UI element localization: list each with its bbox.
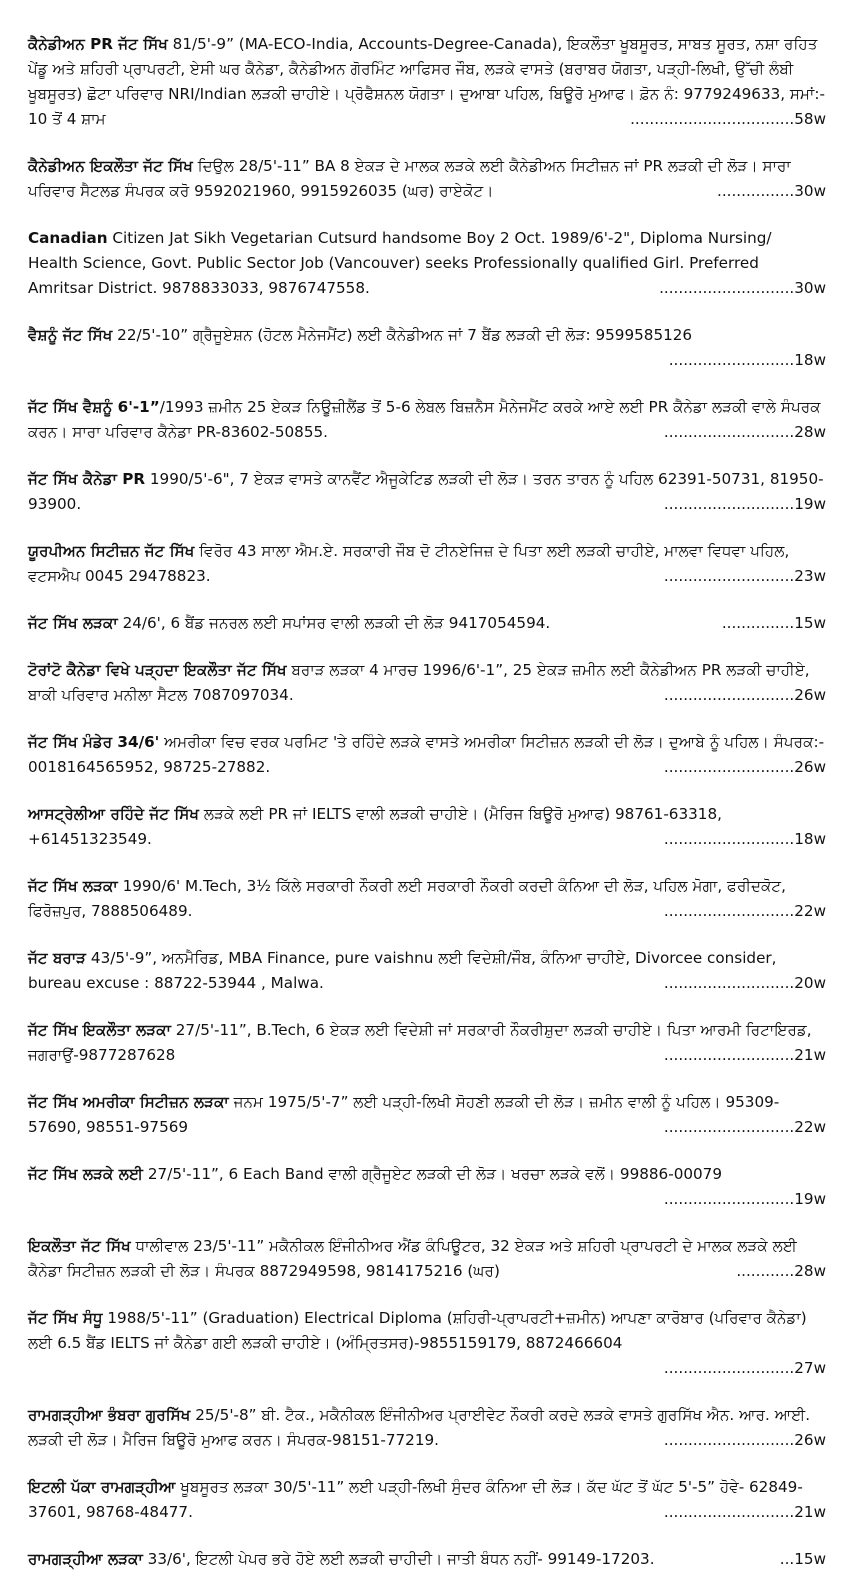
ad-code-line (28, 1187, 826, 1212)
ad-heading: Canadian (28, 229, 108, 247)
classified-ad (28, 946, 826, 996)
classified-ad (28, 539, 826, 589)
ad-code-line (28, 348, 826, 373)
ad-text: 43/5'-9”, ਅਨਮੈਰਿਡ, MBA Finance, pure vaishnu ਲਈ ਵਿਦੇਸ਼ੀ/ਜੌਬ, ਕੰਨਿਆ ਚਾਹੀਏ, Divorcee consider, bureau excuse : 88722-53944 , Malwa. (28, 949, 777, 992)
classified-ad (28, 1403, 826, 1453)
ad-text: ਲੜਕੇ ਲਈ PR ਜਾਂ IELTS ਵਾਲੀ ਲੜਕੀ ਚਾਹੀਏ। (ਮੈਰਿਜ ਬਿਊਰੋ ਮੁਆਫ) 98761-63318, +61451323549. (28, 805, 722, 848)
ad-heading: ਇਕਲੌਤਾ ਜੱਟ ਸਿੱਖ (28, 1237, 131, 1255)
ad-code: ..........................18w (668, 351, 826, 369)
ad-code: ...............15w (721, 614, 826, 632)
ad-heading: ਜੱਟ ਸਿੱਖ ਇਕਲੌਤਾ ਲੜਕਾ (28, 1021, 171, 1039)
ad-text: 33/6', ਇਟਲੀ ਪੇਪਰ ਭਰੇ ਹੋਏ ਲਈ ਲੜਕੀ ਚਾਹੀਦੀ। ਜਾਤੀ ਬੰਧਨ ਨਹੀਂ- 99149-17203. (142, 1550, 655, 1568)
ad-heading: ਜੱਟ ਸਿੱਖ ਲੜਕਾ (28, 614, 118, 632)
classified-ad (28, 1162, 826, 1212)
classified-ad (28, 32, 826, 132)
ad-text: /1993 ਜ਼ਮੀਨ 25 ਏਕੜ ਨਿਊਜ਼ੀਲੈਂਡ ਤੋਂ 5-6 ਲੇਬਲ ਬਿਜ਼ਨੈਸ ਮੈਨੇਜਮੈਂਟ ਕਰਕੇ ਆਏ ਲਈ PR ਕੈਨੇਡਾ ਲੜਕੀ ਵਾਲੇ ਸੰਪਰਕ ਕਰਨ। ਸਾਰਾ ਪਰਿਵਾਰ ਕੈਨੇਡਾ PR-83602-50855. (28, 398, 821, 441)
classified-ad (28, 226, 826, 301)
ad-heading: ਇਟਲੀ ਪੱਕਾ ਰਾਮਗੜ੍ਹੀਆ (28, 1478, 176, 1496)
ad-code: ............28w (736, 1262, 826, 1280)
ad-text: 22/5'-10” ਗ੍ਰੈਜੂਏਸ਼ਨ (ਹੋਟਲ ਮੈਨੇਜਮੈਂਟ) ਲਈ ਕੈਨੇਡੀਅਨ ਜਾਂ 7 ਬੈਂਡ ਲੜਕੀ ਦੀ ਲੋੜ: 9599585126 (112, 326, 693, 344)
ad-code: ...15w (779, 1550, 826, 1568)
ad-text: ਬਰਾੜ ਲੜਕਾ 4 ਮਾਰਚ 1996/6'-1”, 25 ਏਕੜ ਜ਼ਮੀਨ ਲਈ ਕੈਨੇਡੀਅਨ PR ਲੜਕੀ ਚਾਹੀਏ, ਬਾਕੀ ਪਰਿਵਾਰ ਮਨੀਲਾ ਸੈਟਲ 7087097034. (28, 661, 810, 704)
ad-text: 1990/5'-6", 7 ਏਕੜ ਵਾਸਤੇ ਕਾਨਵੈਂਟ ਐਜੂਕੇਟਿਡ ਲੜਕੀ ਦੀ ਲੋੜ। ਤਰਨ ਤਾਰਨ ਨੂੰ ਪਹਿਲ 62391-50731, 81950-93900. (28, 470, 824, 513)
ad-code: ...........................19w (663, 1190, 826, 1208)
classified-ad (28, 730, 826, 780)
ad-text: 27/5'-11”, 6 Each Band ਵਾਲੀ ਗ੍ਰੈਜੂਏਟ ਲੜਕੀ ਦੀ ਲੋੜ। ਖਰਚਾ ਲੜਕੇ ਵਲੋਂ। 99886-00079 (143, 1165, 723, 1183)
ad-heading: ਆਸਟ੍ਰੇਲੀਆ ਰਹਿੰਦੇ ਜੱਟ ਸਿੱਖ (28, 805, 199, 823)
ad-heading: ਜੱਟ ਸਿੱਖ ਅਮਰੀਕਾ ਸਿਟੀਜ਼ਨ ਲੜਕਾ (28, 1093, 229, 1111)
classified-ad (28, 1475, 826, 1525)
ad-text: ਦਿਉਲ 28/5'-11” BA 8 ਏਕੜ ਦੇ ਮਾਲਕ ਲੜਕੇ ਲਈ ਕੈਨੇਡੀਅਨ ਸਿਟੀਜ਼ਨ ਜਾਂ PR ਲੜਕੀ ਦੀ ਲੋੜ। ਸਾਰਾ ਪਰਿਵਾਰ ਸੈਟਲਡ ਸੰਪਰਕ ਕਰੋ 9592021960, 9915926035 (ਘਰ) ਰਾਏਕੋਟ। (28, 157, 791, 200)
ad-heading: ਯੂਰਪੀਅਨ ਸਿਟੀਜ਼ਨ ਜੱਟ ਸਿੱਖ (28, 542, 195, 560)
classified-ad (28, 395, 826, 445)
ad-text: 81/5'-9” (MA-ECO-India, Accounts-Degree-Canada), ਇਕਲੌਤਾ ਖੂਬਸੂਰਤ, ਸਾਬਤ ਸੂਰਤ, ਨਸ਼ਾ ਰਹਿਤ ਪੇਂਡੂ ਅਤੇ ਸ਼ਹਿਰੀ ਪ੍ਰਾਪਰਟੀ, ਏਸੀ ਘਰ ਕੈਨੇਡਾ, ਕੈਨੇਡੀਅਨ ਗੋਰਮਿੰਟ ਆਫਿਸਰ ਜੌਬ, ਲੜਕੇ ਵਾਸਤੇ (ਬਰਾਬਰ ਯੋਗਤਾ, ਪੜ੍ਹੀ-ਲਿਖੀ, ਉੱਚੀ ਲੰਬੀ ਖੂਬਸੂਰਤ) ਛੋਟਾ ਪਰਿਵਾਰ NRI/Indian ਲੜਕੀ ਚਾਹੀਏ। ਪ੍ਰੋਫੈਸ਼ਨਲ ਯੋਗਤਾ। ਦੁਆਬਾ ਪਹਿਲ, ਬਿਊਰੋ ਮੁਆਫ। ਫ਼ੋਨ ਨੰ: 9779249633, ਸਮਾਂ:- 10 ਤੋਂ 4 ਸ਼ਾਮ (28, 35, 825, 128)
classified-ad (28, 154, 826, 204)
ad-text: ਅਮਰੀਕਾ ਵਿਚ ਵਰਕ ਪਰਮਿਟ 'ਤੇ ਰਹਿੰਦੇ ਲੜਕੇ ਵਾਸਤੇ ਅਮਰੀਕਾ ਸਿਟੀਜ਼ਨ ਲੜਕੀ ਦੀ ਲੋੜ। ਦੁਆਬੇ ਨੂੰ ਪਹਿਲ। ਸੰਪਰਕ:- 0018164565952, 98725-27882. (28, 733, 825, 776)
ad-text: 1990/6' M.Tech, 3½ ਕਿੱਲੇ ਸਰਕਾਰੀ ਨੌਕਰੀ ਲਈ ਸਰਕਾਰੀ ਨੌਕਰੀ ਕਰਦੀ ਕੰਨਿਆ ਦੀ ਲੋੜ, ਪਹਿਲ ਮੋਗਾ, ਫਰੀਦਕੋਟ, ਫਿਰੋਜ਼ਪੁਰ, 7888506489. (28, 877, 786, 920)
ad-text: Citizen Jat Sikh Vegetarian Cutsurd handsome Boy 2 Oct. 1989/6'-2", Diploma Nursing/ Health Science, Govt. Public Sector Job (Vancouver) seeks Professionally qualified Girl. Preferred Amritsar District. 9878833033, 9876747558. (28, 229, 772, 297)
classified-ad (28, 611, 826, 636)
ad-text: ਖੂਬਸੂਰਤ ਲੜਕਾ 30/5'-11” ਲਈ ਪੜ੍ਹੀ-ਲਿਖੀ ਸੁੰਦਰ ਕੰਨਿਆ ਦੀ ਲੋੜ। ਕੱਦ ਘੱਟ ਤੋਂ ਘੱਟ 5'-5” ਹੋਵੇ- 62849-37601, 98768-48477. (28, 1478, 803, 1521)
classified-ad (28, 467, 826, 517)
ad-text: 1988/5'-11” (Graduation) Electrical Diploma (ਸ਼ਹਿਰੀ-ਪ੍ਰਾਪਰਟੀ+ਜ਼ਮੀਨ) ਆਪਣਾ ਕਾਰੋਬਾਰ (ਪਰਿਵਾਰ ਕੈਨੇਡਾ) ਲਈ 6.5 ਬੈਂਡ IELTS ਜਾਂ ਕੈਨੇਡਾ ਗਈ ਲੜਕੀ ਚਾਹੀਏ। (ਅੰਮ੍ਰਿਤਸਰ)-9855159179, 8872466604 (28, 1309, 807, 1352)
ad-text: ਧਾਲੀਵਾਲ 23/5'-11” ਮਕੈਨੀਕਲ ਇੰਜੀਨੀਅਰ ਐਂਡ ਕੰਪਿਊਟਰ, 32 ਏਕੜ ਅਤੇ ਸ਼ਹਿਰੀ ਪ੍ਰਾਪਰਟੀ ਦੇ ਮਾਲਕ ਲੜਕੇ ਲਈ ਕੈਨੇਡਾ ਸਿਟੀਜ਼ਨ ਲੜਕੀ ਦੀ ਲੋੜ। ਸੰਪਰਕ 8872949598, 9814175216 (ਘਰ) (28, 1237, 797, 1280)
ad-code-line (28, 1356, 826, 1381)
ad-heading: ਜੱਟ ਸਿੱਖ ਸੰਧੂ (28, 1309, 103, 1327)
ad-code: ............................30w (659, 279, 826, 297)
ad-code: ................30w (717, 182, 826, 200)
classified-ad (28, 1306, 826, 1381)
ad-heading: ਵੈਸ਼ਨੂੰ ਜੱਟ ਸਿੱਖ (28, 326, 113, 344)
ad-code: ...........................26w (663, 1431, 826, 1449)
ad-code: ..................................58w (630, 110, 826, 128)
ad-text: 25/5'-8” ਬੀ. ਟੈਕ., ਮਕੈਨੀਕਲ ਇੰਜੀਨੀਅਰ ਪ੍ਰਾਈਵੇਟ ਨੌਕਰੀ ਕਰਦੇ ਲੜਕੇ ਵਾਸਤੇ ਗੁਰਸਿੱਖ ਐਨ. ਆਰ. ਆਈ. ਲੜਕੀ ਦੀ ਲੋੜ। ਮੈਰਿਜ ਬਿਊਰੋ ਮੁਆਫ ਕਰਨ। ਸੰਪਰਕ-98151-77219. (28, 1406, 811, 1449)
classified-ad (28, 323, 826, 373)
ad-text: 24/6', 6 ਬੈਂਡ ਜਨਰਲ ਲਈ ਸਪਾਂਸਰ ਵਾਲੀ ਲੜਕੀ ਦੀ ਲੋੜ 9417054594. (117, 614, 551, 632)
ad-heading: ਜੱਟ ਸਿੱਖ ਮੰਡੇਰ 34/6' (28, 733, 160, 751)
ad-text: ਜਨਮ 1975/5'-7” ਲਈ ਪੜ੍ਹੀ-ਲਿਖੀ ਸੋਹਣੀ ਲੜਕੀ ਦੀ ਲੋੜ। ਜ਼ਮੀਨ ਵਾਲੀ ਨੂੰ ਪਹਿਲ। 95309-57690, 98551-97569 (28, 1093, 780, 1136)
ad-heading: ਕੈਨੇਡੀਅਨ PR ਜੱਟ ਸਿੱਖ (28, 35, 168, 53)
classified-ad (28, 1234, 826, 1284)
ad-heading: ਰਾਮਗੜ੍ਹੀਆ ਲੜਕਾ (28, 1550, 143, 1568)
ad-heading: ਟੋਰਾਂਟੋ ਕੈਨੇਡਾ ਵਿਖੇ ਪੜ੍ਹਦਾ ਇਕਲੌਤਾ ਜੱਟ ਸਿੱਖ (28, 661, 287, 679)
ad-code: ...........................21w (663, 1046, 826, 1064)
ad-code: ...........................18w (663, 830, 826, 848)
ad-code: ...........................26w (663, 686, 826, 704)
ad-code: ...........................22w (663, 1118, 826, 1136)
ad-heading: ਕੈਨੇਡੀਅਨ ਇਕਲੌਤਾ ਜੱਟ ਸਿੱਖ (28, 157, 193, 175)
ad-heading: ਰਾਮਗੜ੍ਹੀਆ ਭੰਬਰਾ ਗੁਰਸਿੱਖ (28, 1406, 191, 1424)
ad-code: ...........................23w (663, 567, 826, 585)
ad-heading: ਜੱਟ ਬਰਾੜ (28, 949, 87, 967)
ad-code: ...........................28w (663, 423, 826, 441)
classified-ad (28, 1547, 826, 1572)
ad-heading: ਜੱਟ ਸਿੱਖ ਲੜਕੇ ਲਈ (28, 1165, 144, 1183)
ad-code: ...........................27w (663, 1359, 826, 1377)
ad-code: ...........................26w (663, 758, 826, 776)
classified-ad (28, 1090, 826, 1140)
ad-text: ਵਿਰੋਰ 43 ਸਾਲਾ ਐਮ.ਏ. ਸਰਕਾਰੀ ਜੌਬ ਦੋ ਟੀਨਏਜਿਜ਼ ਦੇ ਪਿਤਾ ਲਈ ਲੜਕੀ ਚਾਹੀਏ, ਮਾਲਵਾ ਵਿਧਵਾ ਪਹਿਲ, ਵਟਸਐਪ 0045 29478823. (28, 542, 790, 585)
classified-ad (28, 1018, 826, 1068)
classified-ad (28, 874, 826, 924)
ad-code: ...........................19w (663, 495, 826, 513)
classified-ad (28, 802, 826, 852)
ad-heading: ਜੱਟ ਸਿੱਖ ਲੜਕਾ (28, 877, 118, 895)
ad-heading: ਜੱਟ ਸਿੱਖ ਵੈਸ਼ਨੂੰ 6'-1” (28, 398, 160, 416)
ad-code: ...........................20w (663, 974, 826, 992)
classified-ad (28, 658, 826, 708)
ad-code: ...........................22w (663, 902, 826, 920)
ad-code: ...........................21w (663, 1503, 826, 1521)
ad-text: 27/5'-11”, B.Tech, 6 ਏਕੜ ਲਈ ਵਿਦੇਸ਼ੀ ਜਾਂ ਸਰਕਾਰੀ ਨੌਕਰੀਸ਼ੁਦਾ ਲੜਕੀ ਚਾਹੀਏ। ਪਿਤਾ ਆਰਮੀ ਰਿਟਾਇਰਡ, ਜਗਰਾਉਂ-9877287628 (28, 1021, 812, 1064)
ad-heading: ਜੱਟ ਸਿੱਖ ਕੈਨੇਡਾ PR (28, 470, 146, 488)
